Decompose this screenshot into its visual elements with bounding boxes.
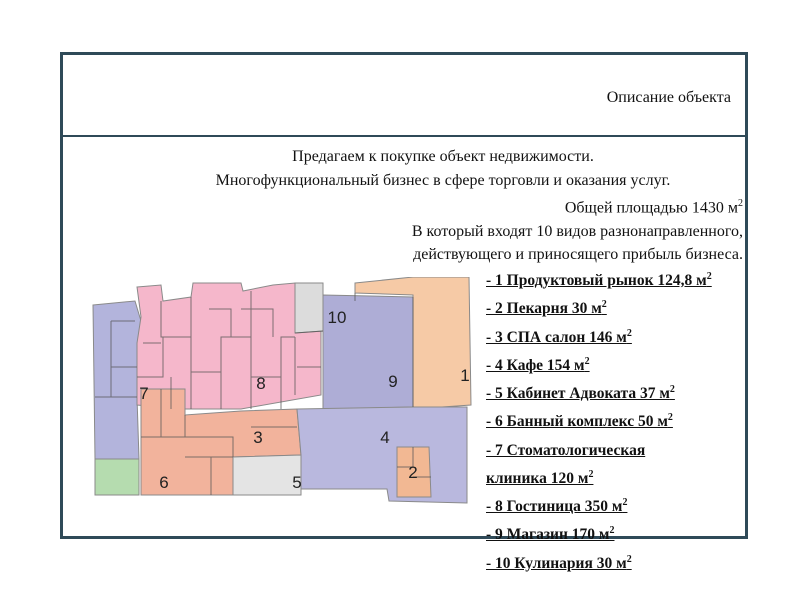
legend-item-3: - 3 СПА салон 146 $м^2$ <box>486 327 632 346</box>
zone-label-1: 1 <box>460 366 470 385</box>
legend-item-8: - 8 Гостиница 350 $м^2$ <box>486 497 628 516</box>
zone-10 <box>295 283 323 333</box>
zone-5 <box>233 455 301 495</box>
zone-7 <box>93 301 143 459</box>
zone-label-5: 5 <box>292 473 302 492</box>
legend-item-7: - 7 Стоматологическая <box>486 441 646 459</box>
zone-4 <box>297 407 467 503</box>
legend-item-6: - 6 Банный комплекс 50 $м^2$ <box>486 412 673 431</box>
intro-line-3 <box>143 192 743 220</box>
intro-area-sup: 2 <box>738 198 743 209</box>
zone-label-2: 2 <box>408 463 418 482</box>
zone-label-10: 10 <box>327 308 347 327</box>
zone-label-7: 7 <box>139 384 149 403</box>
legend-item-4: - 4 Кафе 154 $м^2$ <box>486 355 590 374</box>
intro-line-1: Предагаем к покупке объект недвижимости. <box>292 148 594 165</box>
zone-6 <box>95 459 139 495</box>
zone-label-6: 6 <box>159 473 169 492</box>
section-title: Описание объекта <box>606 89 731 106</box>
legend-item-9: - 9 Магазин 170 $м^2$ <box>486 525 615 544</box>
floor-plan-svg <box>91 277 479 535</box>
business-legend <box>486 265 746 576</box>
zone-label-4: 4 <box>380 428 390 447</box>
zone-label-8: 8 <box>256 374 266 393</box>
legend-item-10: - 10 Кулинария 30 $м^2$ <box>486 553 632 572</box>
intro-line-4: В который входят 10 видов разнонаправленного, <box>411 222 743 240</box>
legend-item-1: - 1 Продуктовый рынок 124,8 $м^2$ <box>486 271 712 290</box>
legend-item-5: - 5 Кабинет Адвоката 37 $м^2$ <box>486 384 675 403</box>
legend-item-7b: клиника 120 $м^2$ <box>486 468 594 487</box>
intro-line-2: Многофункциональный бизнес в сфере торговли и оказания услуг. <box>215 171 671 189</box>
content-frame <box>60 52 748 572</box>
header-divider <box>63 135 745 137</box>
intro-area: Общей площадью 1430 м <box>564 199 738 217</box>
intro-line-5: действующего и приносящего прибыль бизнеса. <box>413 246 743 264</box>
floor-plan <box>91 277 479 535</box>
zone-label-9: 9 <box>388 372 398 391</box>
intro-text <box>143 145 743 267</box>
zone-label-3: 3 <box>253 428 263 447</box>
legend-item-2: - 2 Пекарня 30 $м^2$ <box>486 299 607 318</box>
